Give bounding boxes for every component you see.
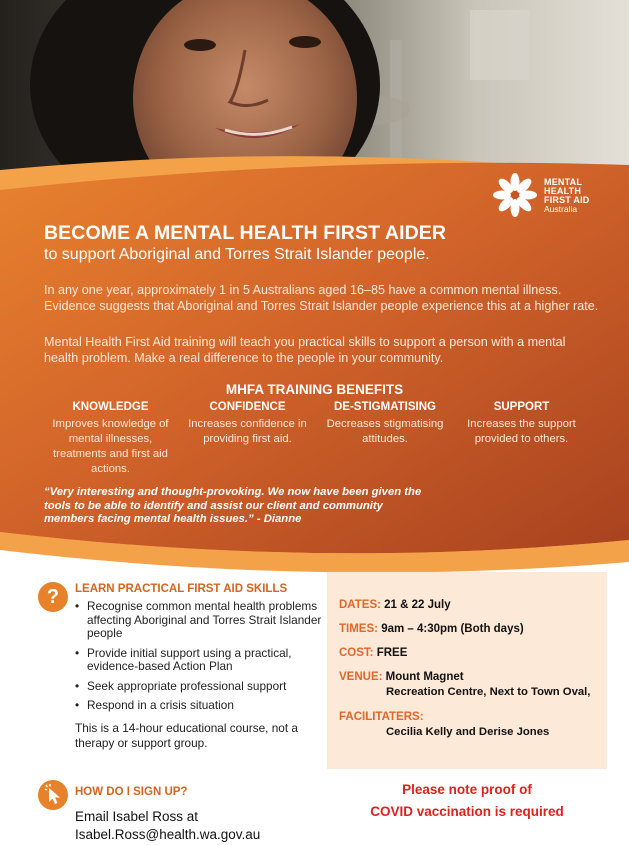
benefit-confidence	[180, 401, 315, 447]
cost-row	[339, 647, 407, 659]
facilitators-row	[339, 711, 424, 723]
list-item: • Provide initial support using a practical, evidence-based Action Plan	[75, 647, 325, 674]
venue-row	[339, 671, 464, 683]
benefit-description: Increases the support provided to others.	[467, 418, 576, 445]
flower-logo-icon	[492, 172, 538, 218]
list-item: • Seek appropriate professional support	[75, 680, 325, 694]
logo-line-4: Australia	[544, 204, 578, 214]
times-row	[339, 623, 524, 635]
question-icon: ?	[38, 582, 68, 612]
benefit-title: KNOWLEDGE	[72, 401, 149, 413]
signup-instruction: Email Isabel Ross at	[75, 809, 199, 824]
course-details-box	[327, 572, 607, 769]
cost-label: COST:	[339, 647, 374, 659]
logo-line-3: FIRST AID	[544, 195, 590, 205]
learn-list	[75, 600, 325, 719]
headline: BECOME A MENTAL HEALTH FIRST AIDER	[44, 222, 447, 244]
times-label: TIMES:	[339, 623, 378, 635]
benefit-description: Increases confidence in providing first aid.	[188, 418, 307, 445]
facilitators-label: FACILITATERS:	[339, 711, 424, 723]
dates-label: DATES:	[339, 599, 381, 611]
benefit-title: DE-STIGMATISING	[333, 401, 436, 413]
benefit-description: Decreases stigmatising attitudes.	[326, 418, 444, 445]
benefit-knowledge	[43, 401, 178, 477]
logo-line-2: HEALTH	[544, 186, 582, 196]
dates-row	[339, 599, 451, 611]
signup-title: HOW DO I SIGN UP?	[75, 786, 188, 798]
learn-title: LEARN PRACTICAL FIRST AID SKILLS	[75, 583, 288, 595]
dates-value: 21 & 22 July	[384, 599, 451, 611]
benefit-description: Improves knowledge of mental illnesses, treatments and first aid actions.	[52, 418, 169, 475]
testimonial-quote: “Very interesting and thought-provoking. We now have been given the tools to be able to identify and assist our client and community members facing mental health issues.” - Dianne	[44, 486, 422, 525]
covid-note-line-1: Please note proof of	[402, 782, 532, 797]
mhfa-logo	[492, 172, 622, 220]
subhead: to support Aboriginal and Torres Strait Islander people.	[44, 246, 430, 263]
intro-paragraph-1: In any one year, approximately 1 in 5 Australians aged 16–85 have a common mental illness. Evidence suggests that Aboriginal and Torres Strait Islander people experience this at a higher rate.	[44, 283, 599, 313]
logo-line-1: MENTAL	[544, 177, 583, 187]
list-item: • Respond in a crisis situation	[75, 699, 325, 713]
venue-line-2: Recreation Centre, Next to Town Oval,	[386, 686, 591, 698]
benefit-title: SUPPORT	[493, 401, 550, 413]
facilitators-value: Cecilia Kelly and Derise Jones	[386, 726, 550, 738]
times-value: 9am – 4:30pm (Both days)	[381, 623, 524, 635]
benefits-title: MHFA TRAINING BENEFITS	[225, 382, 404, 397]
pointer-click-icon	[38, 780, 68, 810]
course-note: This is a 14-hour educational course, not a therapy or support group.	[75, 721, 298, 750]
venue-label: VENUE:	[339, 671, 383, 683]
covid-note-line-2: COVID vaccination is required	[370, 804, 564, 819]
intro-paragraph-2: Mental Health First Aid training will teach you practical skills to support a person with a mental health problem. Make a real difference to the people in your community.	[44, 335, 566, 365]
benefit-destigmatising	[316, 401, 454, 447]
venue-line-1: Mount Magnet	[385, 671, 464, 683]
cost-value: FREE	[376, 647, 408, 659]
email-link[interactable]: Isabel.Ross@health.wa.gov.au	[75, 827, 261, 842]
list-item: • Recognise common mental health problems affecting Aboriginal and Torres Strait Islander people	[75, 600, 325, 641]
benefit-support	[454, 401, 589, 447]
benefit-title: CONFIDENCE	[209, 401, 286, 413]
